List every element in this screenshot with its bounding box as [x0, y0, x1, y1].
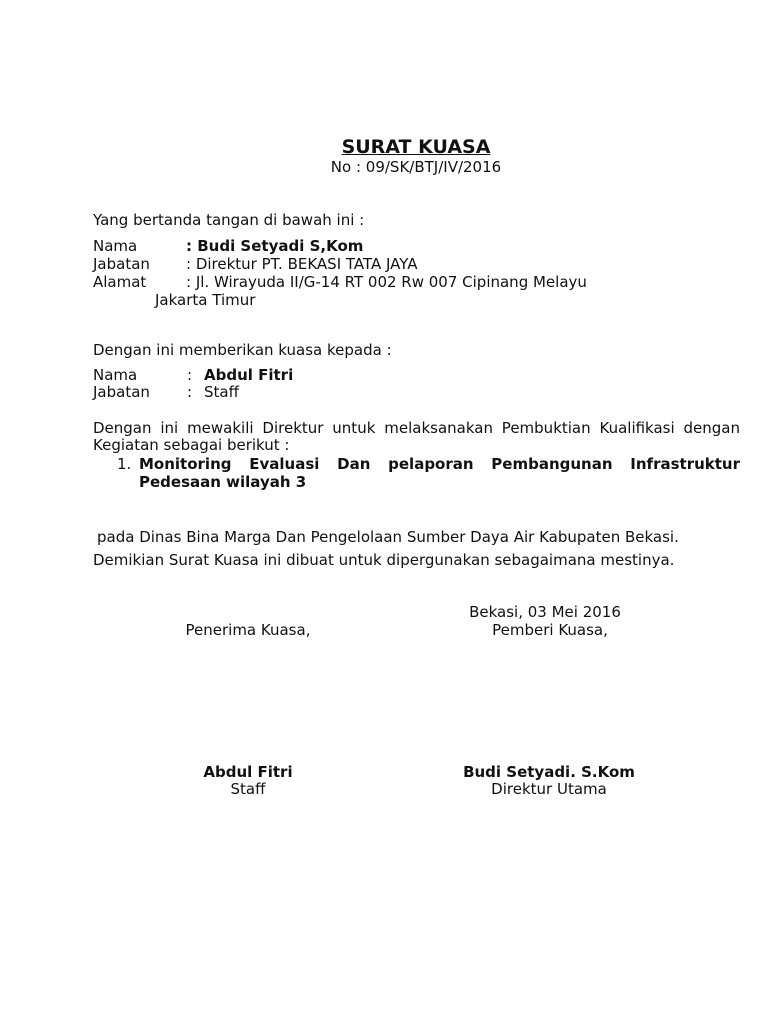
letter-title: SURAT KUASA	[341, 136, 491, 158]
grantee-name-colon: :	[187, 366, 193, 384]
grantee-name-label: Nama	[93, 366, 138, 384]
purpose-line-1: Dengan ini mewakili Direktur untuk melaksanakan Pembuktian Kualifikasi dengan	[93, 419, 740, 437]
grantee-position-label: Jabatan	[93, 383, 150, 401]
activity-line-1: Monitoring Evaluasi Dan pelaporan Pembangunan Infrastruktur	[139, 455, 740, 473]
grantee-position-colon: :	[187, 383, 193, 401]
grantor-address-value: : Jl. Wirayuda II/G-14 RT 002 Rw 007 Cipinang Melayu	[186, 273, 587, 291]
giver-name: Budi Setyadi. S.Kom	[463, 763, 635, 781]
grantor-name-value: : Budi Setyadi S,Kom	[186, 237, 364, 255]
giver-title: Direktur Utama	[491, 780, 607, 798]
location-text: pada Dinas Bina Marga Dan Pengelolaan Sumber Daya Air Kabupaten Bekasi.	[97, 528, 679, 546]
grantor-address-label: Alamat	[93, 273, 147, 291]
letter-number: No : 09/SK/BTJ/IV/2016	[330, 158, 502, 176]
activity-line-2: Pedesaan wilayah 3	[139, 473, 307, 491]
grantor-address-line2: Jakarta Timur	[155, 291, 256, 309]
grantee-name-value: Abdul Fitri	[204, 366, 294, 384]
place-date: Bekasi, 03 Mei 2016	[469, 603, 621, 621]
activity-number: 1.	[117, 455, 132, 473]
purpose-line-2: Kegiatan sebagai berikut :	[93, 436, 290, 454]
intro-text: Yang bertanda tangan di bawah ini :	[93, 211, 365, 229]
grant-intro: Dengan ini memberikan kuasa kepada :	[93, 341, 392, 359]
recipient-name: Abdul Fitri	[203, 763, 293, 781]
grantor-name-label: Nama	[93, 237, 138, 255]
recipient-heading: Penerima Kuasa,	[185, 621, 311, 639]
grantor-position-label: Jabatan	[93, 255, 150, 273]
recipient-title: Staff	[230, 780, 266, 798]
grantor-position-value: : Direktur PT. BEKASI TATA JAYA	[186, 255, 418, 273]
grantee-position-value: Staff	[204, 383, 239, 401]
closing-text: Demikian Surat Kuasa ini dibuat untuk dipergunakan sebagaimana mestinya.	[93, 551, 675, 569]
giver-heading: Pemberi Kuasa,	[492, 621, 608, 639]
